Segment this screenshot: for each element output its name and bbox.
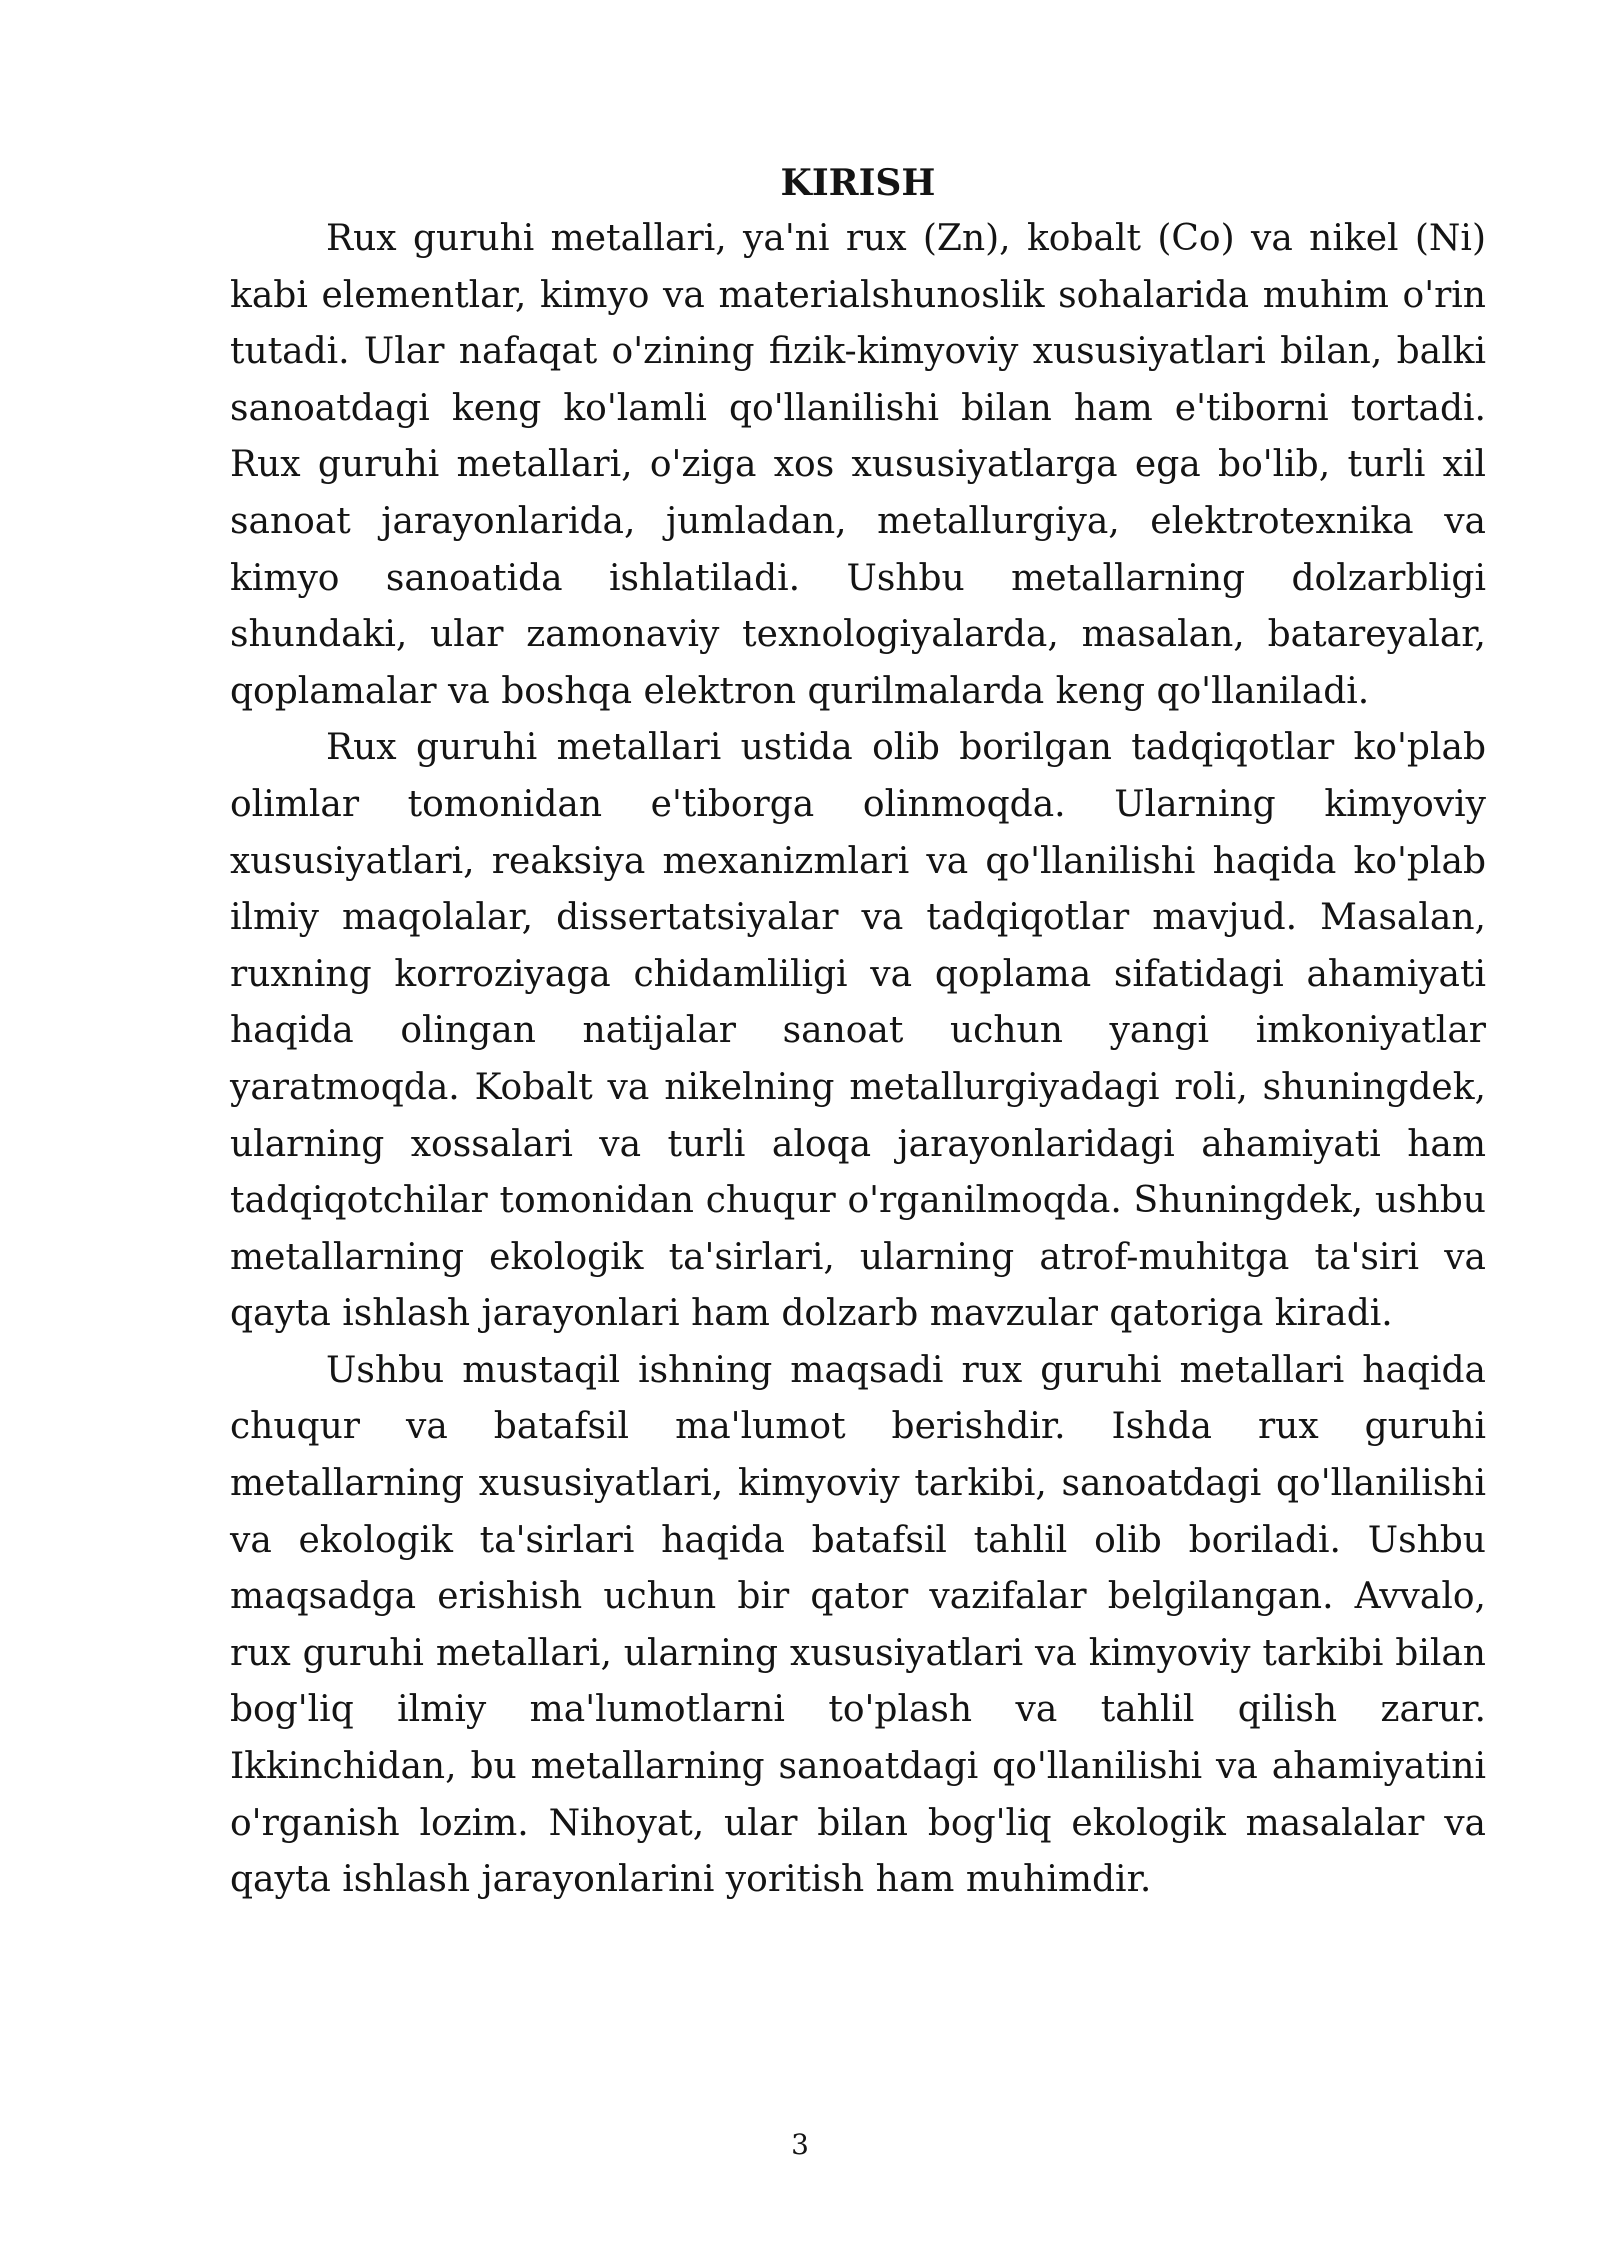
- page-number: 3: [791, 2128, 809, 2161]
- page-body: [230, 155, 1486, 1909]
- paragraph-1: Rux guruhi metallari, ya'ni rux (Zn), kobalt (Co) va nikel (Ni) kabi elementlar, kimyo va materialshunoslik sohalarida muhim o'rin tutadi. Ular nafaqat o'zining fizik-kimyoviy xususiyatlari bilan, balki sanoatdagi keng ko'lamli qo'llanilishi bilan ham e'tiborni tortadi. Rux guruhi metallari, o'ziga xos xususiyatlarga ega bo'lib, turli xil sanoat jarayonlarida, jumladan, metallurgiya, elektrotexnika va kimyo sanoatida ishlatiladi. Ushbu metallarning dolzarbligi shundaki, ular zamonaviy texnologiyalarda, masalan, batareyalar, qoplamalar va boshqa elektron qurilmalarda keng qo'llaniladi.: [230, 218, 1486, 712]
- page-title: KIRISH: [780, 162, 936, 204]
- paragraph-3: Ushbu mustaqil ishning maqsadi rux guruhi metallari haqida chuqur va batafsil ma'lumot berishdir. Ishda rux guruhi metallarning xususiyatlari, kimyoviy tarkibi, sanoatdagi qo'llanilishi va ekologik ta'sirlari haqida batafsil tahlil olib boriladi. Ushbu maqsadga erishish uchun bir qator vazifalar belgilangan. Avvalo, rux guruhi metallari, ularning xususiyatlari va kimyoviy tarkibi bilan bog'liq ilmiy ma'lumotlarni to'plash va tahlil qilish zarur. Ikkinchidan, bu metallarning sanoatdagi qo'llanilishi va ahamiyatini o'rganish lozim. Nihoyat, ular bilan bog'liq ekologik masalalar va qayta ishlash jarayonlarini yoritish ham muhimdir.: [230, 1349, 1486, 1901]
- paragraph-2: Rux guruhi metallari ustida olib borilgan tadqiqotlar ko'plab olimlar tomonidan e'tiborga olinmoqda. Ularning kimyoviy xususiyatlari, reaksiya mexanizmlari va qo'llanilishi haqida ko'plab ilmiy maqolalar, dissertatsiyalar va tadqiqotlar mavjud. Masalan, ruxning korroziyaga chidamliligi va qoplama sifatidagi ahamiyati haqida olingan natijalar sanoat uchun yangi imkoniyatlar yaratmoqda. Kobalt va nikelning metallurgiyadagi roli, shuningdek, ularning xossalari va turli aloqa jarayonlaridagi ahamiyati ham tadqiqotchilar tomonidan chuqur o'rganilmoqda. Shuningdek, ushbu metallarning ekologik ta'sirlari, ularning atrof-muhitga ta'siri va qayta ishlash jarayonlari ham dolzarb mavzular qatoriga kiradi.: [230, 727, 1486, 1335]
